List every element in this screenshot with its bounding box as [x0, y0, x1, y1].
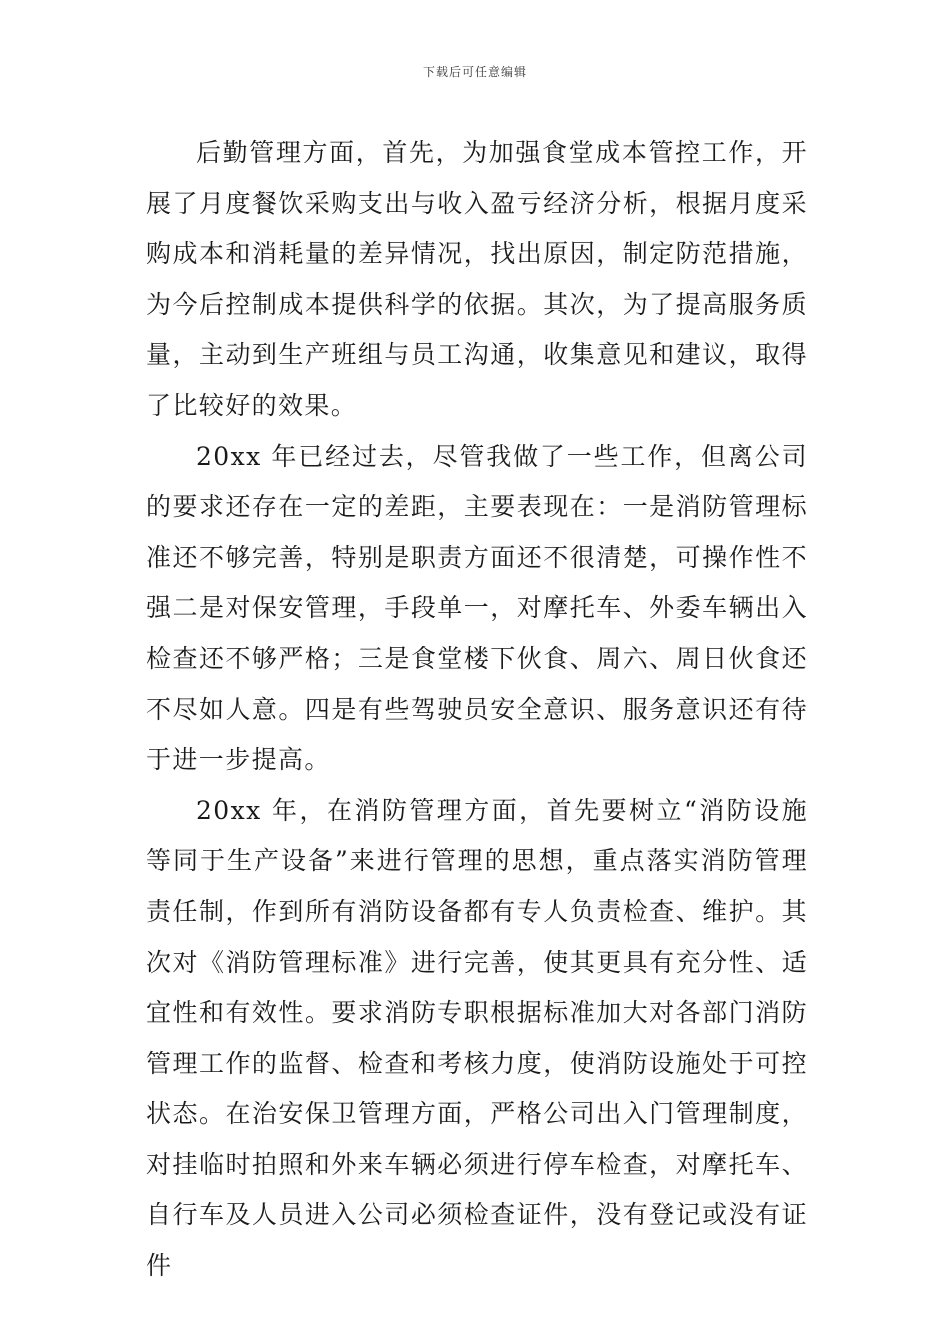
document-body: [146, 128, 808, 1292]
paragraph-plans: 20xx 年，在消防管理方面，首先要树立“消防设施等同于生产设备”来进行管理的思想，重点落实消防管理责任制，作到所有消防设备都有专人负责检查、维护。其次对《消防管理标准》进行完善，使其更具有充分性、适宜性和有效性。要求消防专职根据标准加大对各部门消防管理工作的监督、检查和考核力度，使消防设施处于可控状态。在治安保卫管理方面，严格公司出入门管理制度，对挂临时拍照和外来车辆必须进行停车检查，对摩托车、自行车及人员进入公司必须检查证件，没有登记或没有证件: [146, 795, 808, 1281]
page-header: 下载后可任意编辑: [422, 65, 527, 79]
paragraph-logistics: 后勤管理方面，首先，为加强食堂成本管控工作，开展了月度餐饮采购支出与收入盈亏经济分析，根据月度采购成本和消耗量的差异情况，找出原因，制定防范措施，为今后控制成本提供科学的依据。其次，为了提高服务质量，主动到生产班组与员工沟通，收集意见和建议，取得了比较好的效果。: [146, 138, 808, 420]
paragraph-shortcomings: 20xx 年已经过去，尽管我做了一些工作，但离公司的要求还存在一定的差距，主要表现在：一是消防管理标准还不够完善，特别是职责方面还不很清楚，可操作性不强二是对保安管理，手段单一，对摩托车、外委车辆出入检查还不够严格；三是食堂楼下伙食、周六、周日伙食还不尽如人意。四是有些驾驶员安全意识、服务意识还有待于进一步提高。: [146, 441, 808, 775]
